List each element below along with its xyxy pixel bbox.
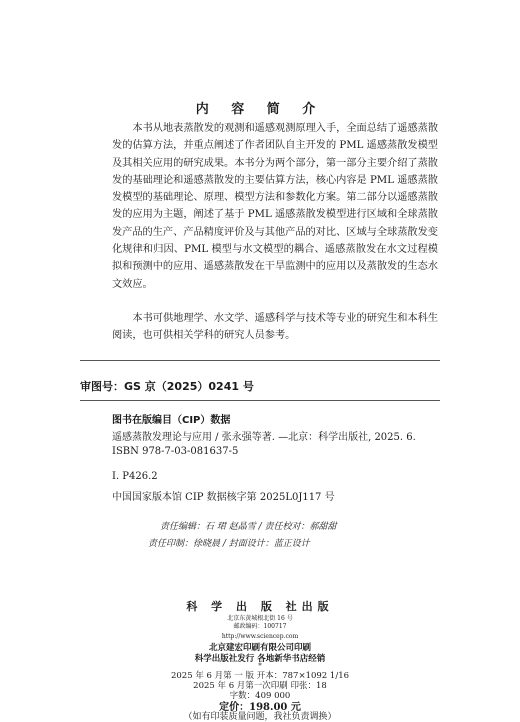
cip-classification: Ⅰ. P426.2 [112,471,158,482]
cip-title-line: 遥感蒸散发理论与应用 / 张永强等著. —北京：科学出版社, 2025. 6. [112,432,416,443]
map-review-number: 审图号：GS 京（2025）0241 号 [80,380,254,393]
publisher-postcode: 邮政编码：100717 [233,623,287,630]
publisher-address: 北京东黄城根北街 16 号 [227,615,293,622]
publisher-website: http://www.sciencep.com [221,633,299,640]
summary-paragraph-1: 本书从地表蒸散发的观测和遥感观测原理入手，全面总结了遥感蒸散发的估算方法，并重点阐述了作者团队自主开发的 PML 遥感蒸散发模型及其相关应用的研究成果。本书分为两个部分，第一部分主要介绍了蒸散发的基础理论和遥感蒸散发的主要估算方法，核心内容是 PML 遥感蒸散发模型的基础理论、原理、模型方法和参数化方案。第二部分以遥感蒸散发的应用为主题，阐述了基于 PML 遥感蒸散发模型进行区域和全球蒸散发产品的生产、产品精度评价及与其他产品的对比、区域与全球蒸散发变化规律和归因、PML 模型与水文模型的耦合、遥感蒸散发在水文过程模拟和预测中的应用、遥感蒸散发在干旱监测中的应用以及蒸散发的生态水文效应。 [112,123,439,290]
word-count: 字数：409 000 [229,691,291,701]
edition-line-2: 2025 年 6 月第一次印刷 印张：18 [193,681,327,691]
cip-isbn: ISBN 978-7-03-081637-5 [112,446,239,457]
separator-star: * [258,662,262,670]
cip-data-number: 中国国家版本馆 CIP 数据核字第 2025L0J117 号 [112,492,335,503]
page-title: 内 容 简 介 [195,102,325,117]
printer-line: 北京建宏印刷有限公司印刷 [208,643,311,653]
publisher-name: 科 学 出 版 社出版 [186,600,334,613]
edition-line-1: 2025 年 6 月第 一 版 开本：787×1092 1/16 [170,671,350,681]
summary-paragraph-2: 本书可供地理学、水文学、遥感科学与技术等专业的研究生和本科生阅读，也可供相关学科的研究人员参考。 [112,313,439,342]
distribution-line: 科学出版社发行 各地新华书店经销 [194,654,326,664]
responsible-printing-design: 责任印制：徐晓晨 / 封面设计：蓝正设计 [148,539,310,549]
price: 定价：198.00 元 [219,702,301,713]
cip-heading: 图书在版编目（CIP）数据 [112,415,231,426]
responsible-editors: 责任编辑：石 珺 赵晶雪 / 责任校对：郝甜甜 [160,522,337,532]
quality-notice: （如有印装质量问题，我社负责调换） [183,712,337,722]
